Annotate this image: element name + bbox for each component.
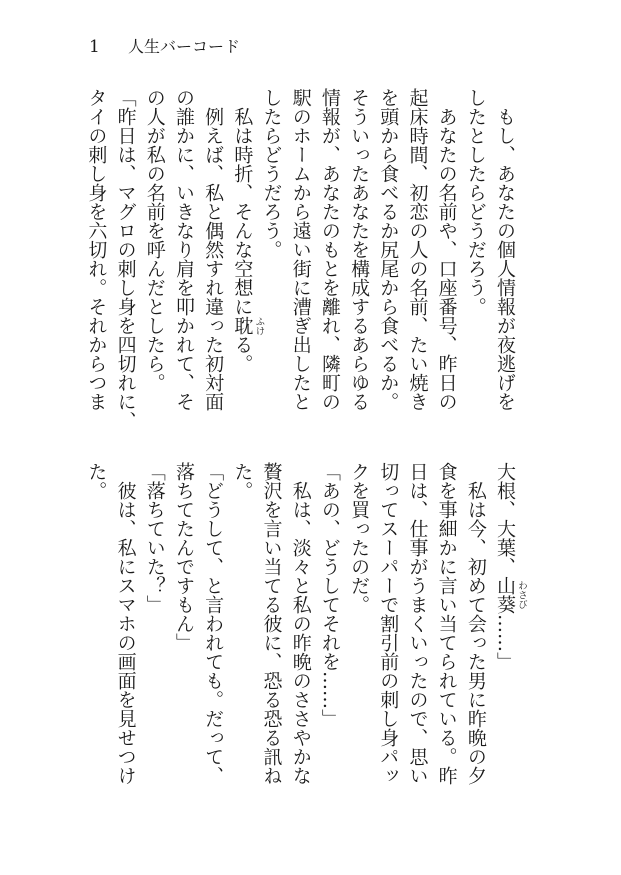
lower-column-7: 「あの、どうしてそれを……」 (318, 462, 341, 728)
ruby-annotation: ふけ (253, 316, 265, 335)
lower-column-14: 彼は、私にスマホの画面を見せつけ (114, 481, 137, 785)
upper-column-14: 「昨日は、マグロの刺し身を四切れに、 (114, 88, 137, 430)
upper-column-11: 例えば、私と偶然すれ違った初対面 (202, 107, 225, 411)
upper-column-12: の誰かに、いきなり肩を叩かれて、そ (172, 88, 195, 411)
upper-column-7: 情報が、あなたのもとを離れ、隣町の (318, 88, 341, 411)
upper-column-8: 駅のホームから遠い街に漕ぎ出したと (289, 88, 312, 411)
chapter-title: 人生バーコード (128, 37, 241, 56)
ruby-annotation: わさび (516, 580, 527, 610)
lower-column-3: 食を事細かに言い当てられている。昨 (435, 462, 458, 785)
lower-column-13: 「落ちていた？」 (143, 462, 166, 614)
text-segment: ……」 (494, 614, 516, 671)
text-segment: 大根、大葉、 (494, 462, 516, 576)
lower-column-4: 日は、仕事がうまくいったので、思い (406, 462, 429, 785)
lower-text-block (81, 462, 527, 807)
lower-column-9: 贅沢を言い当てる彼に、恐る恐る訊ね (260, 462, 283, 785)
lower-column-12: 落ちてたんですもん」 (172, 462, 195, 652)
lower-column-6: クを買ったのだ。 (348, 462, 371, 614)
upper-column-2: したとしたらどうだろう。 (464, 88, 487, 316)
upper-column-9: したらどうだろう。 (260, 88, 283, 259)
lower-column-5: 切ってスーパーで割引前の刺し身パッ (377, 462, 400, 785)
upper-column-10 (227, 88, 265, 433)
upper-column-6: そういったあなたを構成するあらゆる (348, 88, 371, 411)
upper-text-block (81, 88, 519, 433)
text-segment: 私は時折、そんな空想に (231, 107, 254, 316)
lower-column-11: 「どうして、と言われても。だって、 (202, 462, 225, 785)
lower-column-1 (490, 462, 527, 807)
upper-column-13: の人が私の名前を呼んだとしたら。 (143, 88, 166, 392)
lower-column-10: た。 (231, 462, 254, 500)
text-segment: る。 (231, 335, 254, 373)
upper-column-5: を頭から食べるか尻尾から食べるか。 (377, 88, 400, 411)
ruby-group (231, 316, 265, 335)
upper-column-3: あなたの名前や、口座番号、昨日の (435, 107, 458, 411)
ruby-group (494, 576, 527, 614)
ruby-base: 耽 (231, 316, 254, 335)
ruby-base: 山葵 (494, 576, 516, 614)
lower-column-8: 私は、淡々と私の昨晩のささやかな (289, 481, 312, 785)
lower-column-2: 私は今、初めて会った男に昨晩の夕 (464, 481, 487, 785)
lower-column-15: た。 (85, 462, 108, 500)
upper-column-1: もし、あなたの個人情報が夜逃げを (494, 107, 516, 411)
page-number: 1 (89, 37, 100, 57)
upper-column-15: タイの刺し身を六切れ。それからつま (85, 88, 108, 411)
running-header (0, 36, 621, 58)
upper-column-4: 起床時間、初恋の人の名前、たい焼き (406, 88, 429, 411)
